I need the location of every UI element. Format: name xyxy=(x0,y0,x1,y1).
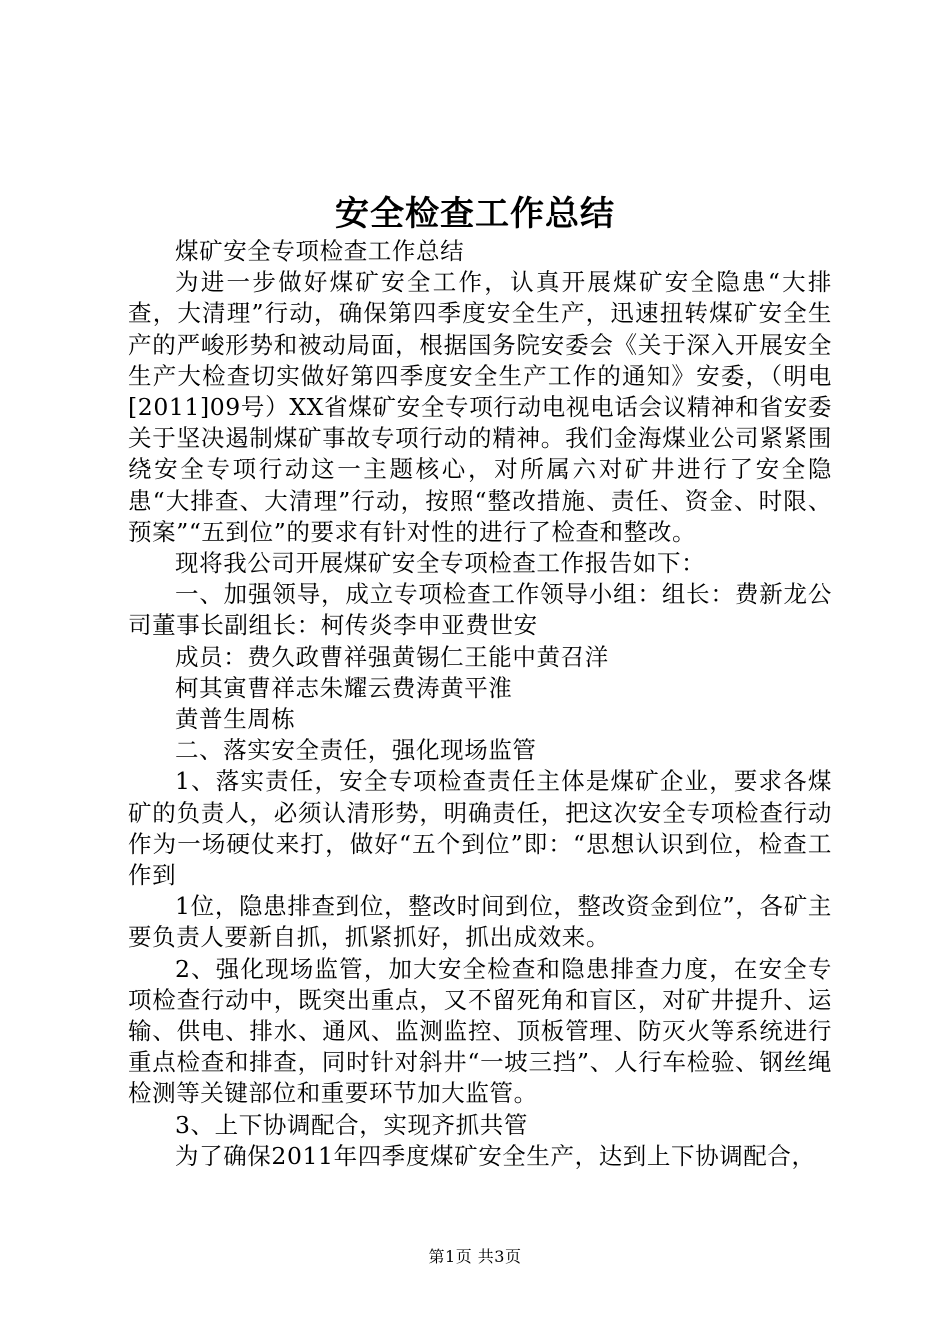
members-line: 黄普生周栋 xyxy=(175,705,296,734)
body-paragraph: 现将我公司开展煤矿安全专项检查工作报告如下： xyxy=(175,549,706,578)
subtitle-paragraph: 煤矿安全专项检查工作总结 xyxy=(175,237,465,265)
page-title: 安全检查工作总结 xyxy=(335,194,615,234)
members-line: 柯其寅曹祥志朱耀云费涛黄平淮 xyxy=(175,673,513,702)
section-heading: 二、落实安全责任，强化现场监管 xyxy=(175,736,537,765)
body-paragraph: 为进一步做好煤矿安全工作，认真开展煤矿安全隐患“大排查，大清理”行动，确保第四季度安全生产，迅速扭转煤矿安全生产的严峻形势和被动局面，根据国务院安委会《关于深入开展安全生产大检查切实做好第四季度安全生产工作的通知》安委，（明电[2011]09号）XX省煤矿安全专项行动电视电话会议精神和省安委关于坚决遏制煤矿事故专项行动的精神。我们金海煤业公司紧紧围绕安全专项行动这一主题核心，对所属六对矿井进行了安全隐患“大排查、大清理”行动，按照“整改措施、责任、资金、时限、预案”“五到位”的要求有针对性的进行了检查和整改。 xyxy=(128,268,832,546)
body-paragraph: 1、落实责任，安全专项检查责任主体是煤矿企业，要求各煤矿的负责人，必须认清形势，明确责任，把这次安全专项检查行动作为一场硬仗来打，做好“五个到位”即：“思想认识到位，检查工作到 xyxy=(128,767,832,890)
body-paragraph: 1位，隐患排查到位，整改时间到位，整改资金到位”，各矿主要负责人要新自抓，抓紧抓好，抓出成效来。 xyxy=(128,892,832,952)
body-paragraph: 为了确保2011年四季度煤矿安全生产，达到上下协调配合， xyxy=(175,1141,816,1170)
section-heading: 3、上下协调配合，实现齐抓共管 xyxy=(175,1110,528,1139)
body-paragraph: 2、强化现场监管，加大安全检查和隐患排查力度，在安全专项检查行动中，既突出重点，又不留死角和盲区，对矿井提升、运输、供电、排水、通风、监测监控、顶板管理、防灭火等系统进行重点检查和排查，同时针对斜井“一坡三挡”、人行车检验、钢丝绳检测等关键部位和重要环节加大监管。 xyxy=(128,954,832,1108)
document-body xyxy=(128,236,832,1172)
members-line: 成员：费久政曹祥强黄锡仁王能中黄召洋 xyxy=(175,642,609,671)
page-footer: 第1页 共3页 xyxy=(428,1247,522,1266)
section-heading: 一、加强领导，成立专项检查工作领导小组：组长：费新龙公司董事长副组长：柯传炎李申亚费世安 xyxy=(128,580,832,640)
